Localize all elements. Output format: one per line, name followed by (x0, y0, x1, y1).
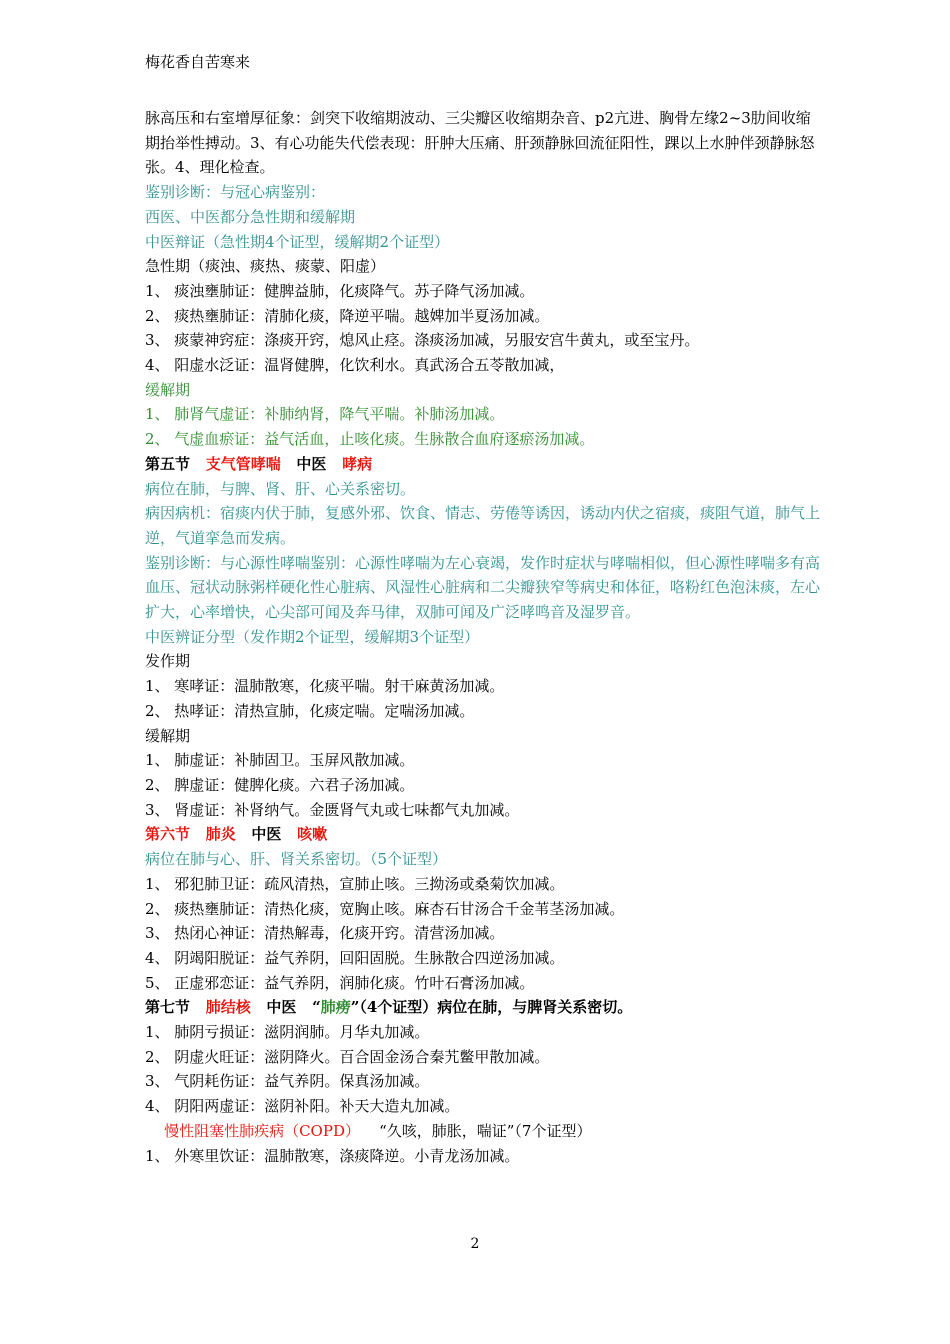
section-number: 第七节 (145, 998, 191, 1017)
tcm-disease: 肺痨 (320, 998, 351, 1017)
quote-open: “ (312, 998, 321, 1017)
s5-location: 病位在肺，与脾、肾、肝、心关系密切。 (145, 479, 416, 498)
list-item: 1、 邪犯肺卫证：疏风清热，宣肺止咳。三拗汤或桑菊饮加减。 (145, 874, 565, 893)
document-body (145, 106, 825, 1168)
list-item: 5、 正虚邪恋证：益气养阴，润肺化痰。竹叶石膏汤加减。 (145, 973, 535, 992)
page-header: 梅花香自苦寒来 (145, 53, 251, 71)
s4-diff: 鉴别诊断：与冠心病鉴别： (145, 183, 326, 202)
tcm-label: 中医 (266, 998, 297, 1017)
s4-tcm: 中医辩证（急性期4个证型，缓解期2个证型） (145, 232, 450, 251)
list-item: 1、 痰浊壅肺证：健脾益肺，化痰降气。苏子降气汤加减。 (145, 281, 535, 300)
western-disease: 肺炎 (205, 825, 236, 844)
list-item: 3、 气阴耗伤证：益气养阴。保真汤加减。 (145, 1072, 430, 1091)
section-number: 第六节 (145, 825, 191, 844)
s5-remission-title: 缓解期 (145, 726, 191, 745)
list-item: 3、 痰蒙神窍症：涤痰开窍，熄风止痉。涤痰汤加减，另服安宫牛黄丸，或至宝丹。 (145, 331, 700, 350)
list-item: 2、 气虚血瘀证：益气活血，止咳化痰。生脉散合血府逐瘀汤加减。 (145, 430, 595, 449)
copd-heading (145, 1119, 825, 1144)
section-rest: （4个证型）病位在肺，与脾肾关系密切。 (359, 998, 633, 1017)
list-item: 2、 脾虚证：健脾化痰。六君子汤加减。 (145, 775, 415, 794)
s5-tcm: 中医辨证分型（发作期2个证型，缓解期3个证型） (145, 627, 480, 646)
intro-paragraph: 脉高压和右室增厚征象：剑突下收缩期波动、三尖瓣区收缩期杂音、p2亢进、胸骨左缘2~3肋间收缩期抬举性搏动。3、有心功能失代偿表现：肝肿大压痛、肝颈静脉回流征阳性，踝以上水肿伴颈静脉怒张。4、理化检查。 (145, 109, 815, 177)
tcm-disease: 哮病 (342, 454, 373, 473)
western-disease: 肺结核 (205, 998, 251, 1017)
list-item: 2、 痰热壅肺证：清肺化痰，降逆平喘。越婢加半夏汤加减。 (145, 306, 550, 325)
list-item: 4、 阴竭阳脱证：益气养阴，回阳固脱。生脉散合四逆汤加减。 (145, 948, 565, 967)
list-item: 1、 外寒里饮证：温肺散寒，涤痰降逆。小青龙汤加减。 (145, 1146, 520, 1165)
section-number: 第五节 (145, 454, 191, 473)
list-item: 4、 阴阳两虚证：滋阴补阳。补天大造丸加减。 (145, 1097, 460, 1116)
tcm-label: 中医 (251, 825, 282, 844)
copd-name: 慢性阻塞性肺疾病（COPD） (164, 1121, 360, 1140)
s4-remission-title: 缓解期 (145, 380, 191, 399)
list-item: 2、 痰热壅肺证：清热化痰，宽胸止咳。麻杏石甘汤合千金苇茎汤加减。 (145, 899, 625, 918)
s4-acute-title: 急性期（痰浊、痰热、痰蒙、阳虚） (145, 257, 386, 276)
s6-location: 病位在肺与心、肝、肾关系密切。（5个证型） (145, 850, 448, 869)
section-heading-5 (145, 452, 825, 477)
list-item: 4、 阳虚水泛证：温肾健脾，化饮利水。真武汤合五苓散加减， (145, 356, 565, 375)
s4-phases: 西医、中医都分急性期和缓解期 (145, 207, 356, 226)
western-disease: 支气管哮喘 (205, 454, 281, 473)
list-item: 3、 热闭心神证：清热解毒，化痰开窍。清营汤加减。 (145, 924, 505, 943)
list-item: 2、 热哮证：清热宣肺，化痰定喘。定喘汤加减。 (145, 701, 475, 720)
section-heading-6 (145, 822, 825, 847)
section-heading-7 (145, 995, 825, 1020)
copd-desc: “久咳，肺胀，喘证”（7个证型） (379, 1121, 592, 1140)
s5-attack-title: 发作期 (145, 652, 191, 671)
quote-close: ” (350, 998, 360, 1017)
list-item: 1、 寒哮证：温肺散寒，化痰平喘。射干麻黄汤加减。 (145, 677, 505, 696)
tcm-disease: 咳嗽 (297, 825, 328, 844)
list-item: 3、 肾虚证：补肾纳气。金匮肾气丸或七味都气丸加减。 (145, 800, 520, 819)
page-number: 2 (470, 1236, 480, 1252)
list-item: 1、 肺阴亏损证：滋阴润肺。月华丸加减。 (145, 1023, 430, 1042)
list-item: 1、 肺肾气虚证：补肺纳肾，降气平喘。补肺汤加减。 (145, 405, 505, 424)
list-item: 1、 肺虚证：补肺固卫。玉屏风散加减。 (145, 751, 415, 770)
s5-diff: 鉴别诊断：与心源性哮喘鉴别：心源性哮喘为左心衰竭，发作时症状与哮喘相似，但心源性哮喘多有高血压、冠状动脉粥样硬化性心脏病、风湿性心脏病和二尖瓣狭窄等病史和体征，咯粉红色泡沫痰，左心扩大，心率增快，心尖部可闻及奔马律，双肺可闻及广泛哮鸣音及湿罗音。 (145, 553, 821, 622)
s5-cause: 病因病机：宿痰内伏于肺，复感外邪、饮食、情志、劳倦等诱因，诱动内伏之宿痰，痰阻气道，肺气上逆，气道挛急而发病。 (145, 504, 821, 547)
tcm-label: 中医 (296, 454, 327, 473)
list-item: 2、 阴虚火旺证：滋阴降火。百合固金汤合秦艽鳖甲散加减。 (145, 1047, 550, 1066)
